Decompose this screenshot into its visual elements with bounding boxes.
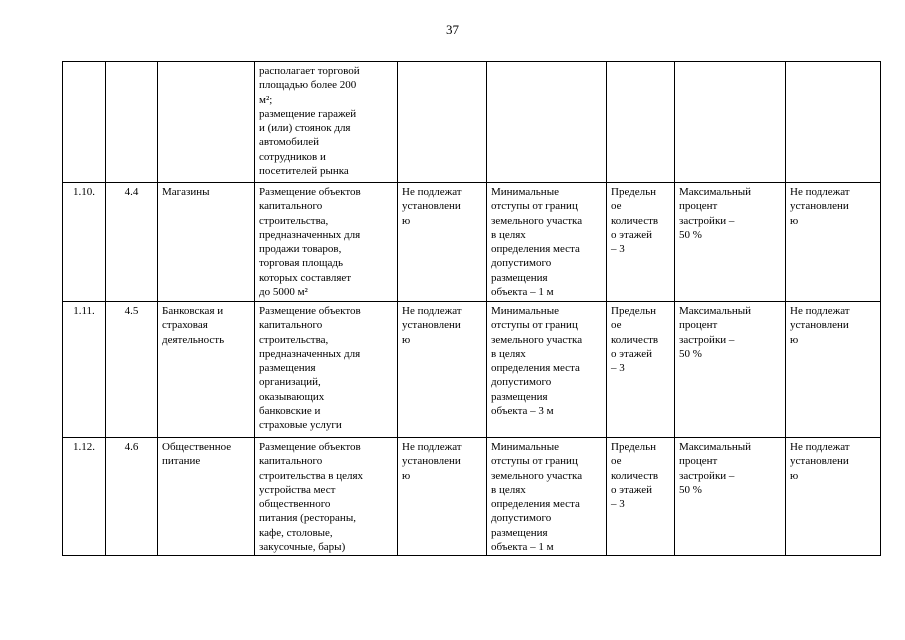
cell-text-line: размещения [491, 271, 548, 284]
cell-use-name [158, 62, 255, 183]
cell-max-floors [607, 438, 675, 556]
cell-text-line: кафе, столовые, [259, 526, 333, 539]
cell-use-name [158, 183, 255, 302]
cell-text-line: предназначенных для [259, 228, 361, 241]
cell-min-plot-size [398, 302, 487, 438]
cell-text-line: процент [679, 455, 718, 468]
cell-text-line: Размещение объектов [259, 441, 361, 453]
cell-use-description [255, 183, 398, 302]
cell-text-line: процент [679, 319, 718, 332]
cell-text-line: ое [611, 200, 622, 213]
cell-text-line: предназначенных для [259, 347, 361, 360]
cell-text-line: Минимальные [491, 441, 559, 453]
cell-text-line: отступы от границ [491, 200, 578, 213]
cell-text-line: Не подлежат [790, 441, 850, 453]
table-row [63, 438, 881, 556]
cell-text-line: Общественное [162, 441, 232, 453]
cell-max-floors [607, 62, 675, 183]
cell-use-name [158, 438, 255, 556]
cell-text-line: 1.12. [73, 441, 95, 453]
cell-other-params [786, 302, 881, 438]
cell-text-line: отступы от границ [491, 455, 578, 468]
cell-text-line: Не подлежат [402, 186, 462, 198]
cell-text-line: Максимальный [679, 305, 752, 317]
cell-row-number [63, 183, 106, 302]
cell-text-line: размещения [491, 526, 548, 539]
cell-text-line: Максимальный [679, 186, 752, 198]
cell-text-line: отступы от границ [491, 319, 578, 332]
cell-text-line: в целях [491, 228, 526, 241]
cell-text-line: сотрудников и [259, 150, 326, 163]
cell-setbacks [487, 183, 607, 302]
page-number: 37 [446, 22, 459, 37]
cell-text-line: строительства, [259, 214, 329, 227]
cell-text-line: Магазины [162, 186, 210, 198]
cell-coverage-percent [675, 183, 786, 302]
cell-text-line: ое [611, 319, 622, 332]
cell-text-line: допустимого [491, 376, 552, 389]
cell-text-line: Не подлежат [790, 305, 850, 317]
cell-text-line: Банковская и [162, 305, 224, 317]
cell-text-line: Максимальный [679, 441, 752, 453]
cell-text-line: установлени [402, 455, 461, 468]
cell-text-line: определения места [491, 362, 580, 375]
cell-text-line: – 3 [611, 362, 625, 375]
cell-text-line: Размещение объектов [259, 305, 361, 317]
cell-text-line: в целях [491, 483, 526, 496]
cell-text-line: установлени [790, 319, 849, 332]
cell-text-line: установлени [402, 319, 461, 332]
cell-text-line: банковские и [259, 405, 321, 418]
zoning-table [62, 61, 881, 556]
cell-text-line: о этажей [611, 483, 653, 496]
cell-text-line: Предельн [611, 441, 657, 453]
cell-text-line: питания (рестораны, [259, 512, 356, 525]
cell-use-code [106, 438, 158, 556]
cell-text-line: капитального [259, 319, 323, 332]
cell-text-line: страховые услуги [259, 419, 342, 432]
cell-text-line: о этажей [611, 347, 653, 360]
cell-text-line: оказывающих [259, 390, 325, 403]
cell-text-line: ю [402, 333, 411, 346]
cell-text-line: устройства мест [259, 483, 336, 496]
cell-text-line: определения места [491, 498, 580, 511]
cell-text-line: капитального [259, 200, 323, 213]
cell-min-plot-size [398, 183, 487, 302]
cell-text-line: допустимого [491, 257, 552, 270]
cell-text-line: общественного [259, 498, 331, 511]
cell-text-line: – 3 [611, 243, 625, 256]
cell-other-params [786, 183, 881, 302]
cell-use-code [106, 302, 158, 438]
cell-text-line: количеств [611, 214, 659, 227]
cell-coverage-percent [675, 62, 786, 183]
table-row [63, 302, 881, 438]
cell-text-line: Минимальные [491, 186, 559, 198]
cell-text-line: страховая [162, 319, 208, 332]
cell-text-line: ю [790, 469, 799, 482]
cell-row-number [63, 302, 106, 438]
cell-setbacks [487, 62, 607, 183]
cell-text-line: до 5000 м² [259, 286, 308, 299]
cell-text-line: строительства, [259, 333, 329, 346]
cell-row-number [63, 438, 106, 556]
cell-text-line: ю [790, 214, 799, 227]
cell-text-line: торговая площадь [259, 257, 343, 270]
cell-max-floors [607, 183, 675, 302]
cell-text-line: земельного участка [491, 214, 583, 227]
table-row [63, 183, 881, 302]
cell-text-line: определения места [491, 243, 580, 256]
cell-text-line: строительства в целях [259, 469, 364, 482]
cell-text-line: и (или) стоянок для [259, 122, 351, 135]
cell-text-line: объекта – 1 м [491, 541, 554, 554]
cell-text-line: Минимальные [491, 305, 559, 317]
cell-text-line: 4.4 [124, 186, 139, 198]
cell-text-line: посетителей рынка [259, 165, 349, 178]
cell-text-line: застройки – [679, 333, 735, 346]
cell-text-line: о этажей [611, 228, 653, 241]
cell-text-line: ое [611, 455, 622, 468]
cell-text-line: м²; [259, 93, 273, 106]
cell-text-line: размещения [491, 390, 548, 403]
cell-text-line: установлени [790, 455, 849, 468]
cell-text-line: питание [162, 455, 201, 468]
cell-text-line: земельного участка [491, 469, 583, 482]
cell-text-line: размещения [259, 362, 316, 375]
cell-use-code [106, 62, 158, 183]
cell-coverage-percent [675, 438, 786, 556]
cell-text-line: автомобилей [259, 136, 319, 149]
cell-text-line: 50 % [679, 483, 702, 496]
table-row [63, 62, 881, 183]
cell-text-line: Не подлежат [402, 305, 462, 317]
cell-use-description [255, 62, 398, 183]
cell-text-line: капитального [259, 455, 323, 468]
cell-text-line: Не подлежат [402, 441, 462, 453]
cell-text-line: 4.5 [124, 305, 139, 317]
cell-text-line: установлени [790, 200, 849, 213]
cell-text-line: застройки – [679, 214, 735, 227]
cell-text-line: объекта – 1 м [491, 286, 554, 299]
cell-text-line: – 3 [611, 498, 625, 511]
cell-use-name [158, 302, 255, 438]
cell-text-line: 1.10. [73, 186, 95, 198]
cell-max-floors [607, 302, 675, 438]
cell-text-line: количеств [611, 333, 659, 346]
cell-use-code [106, 183, 158, 302]
cell-row-number [63, 62, 106, 183]
cell-text-line: деятельность [162, 333, 225, 346]
cell-text-line: которых составляет [259, 271, 352, 284]
cell-text-line: 50 % [679, 228, 702, 241]
cell-text-line: ю [402, 469, 411, 482]
cell-text-line: Не подлежат [790, 186, 850, 198]
cell-text-line: площадью более 200 [259, 79, 357, 92]
cell-text-line: количеств [611, 469, 659, 482]
cell-text-line: закусочные, бары) [259, 541, 346, 554]
cell-text-line: продажи товаров, [259, 243, 342, 256]
cell-text-line: располагает торговой [259, 65, 360, 77]
cell-text-line: ю [790, 333, 799, 346]
cell-text-line: 1.11. [73, 305, 95, 317]
cell-text-line: установлени [402, 200, 461, 213]
cell-text-line: размещение гаражей [259, 107, 357, 120]
cell-text-line: организаций, [259, 376, 321, 389]
cell-text-line: объекта – 3 м [491, 405, 554, 418]
cell-use-description [255, 302, 398, 438]
cell-text-line: Размещение объектов [259, 186, 361, 198]
cell-text-line: застройки – [679, 469, 735, 482]
cell-text-line: процент [679, 200, 718, 213]
cell-text-line: в целях [491, 347, 526, 360]
cell-text-line: допустимого [491, 512, 552, 525]
cell-text-line: Предельн [611, 305, 657, 317]
cell-text-line: Предельн [611, 186, 657, 198]
cell-setbacks [487, 438, 607, 556]
cell-setbacks [487, 302, 607, 438]
cell-text-line: земельного участка [491, 333, 583, 346]
cell-coverage-percent [675, 302, 786, 438]
cell-other-params [786, 62, 881, 183]
cell-use-description [255, 438, 398, 556]
cell-other-params [786, 438, 881, 556]
cell-text-line: 4.6 [124, 441, 139, 453]
cell-text-line: 50 % [679, 347, 702, 360]
cell-text-line: ю [402, 214, 411, 227]
cell-min-plot-size [398, 438, 487, 556]
cell-min-plot-size [398, 62, 487, 183]
